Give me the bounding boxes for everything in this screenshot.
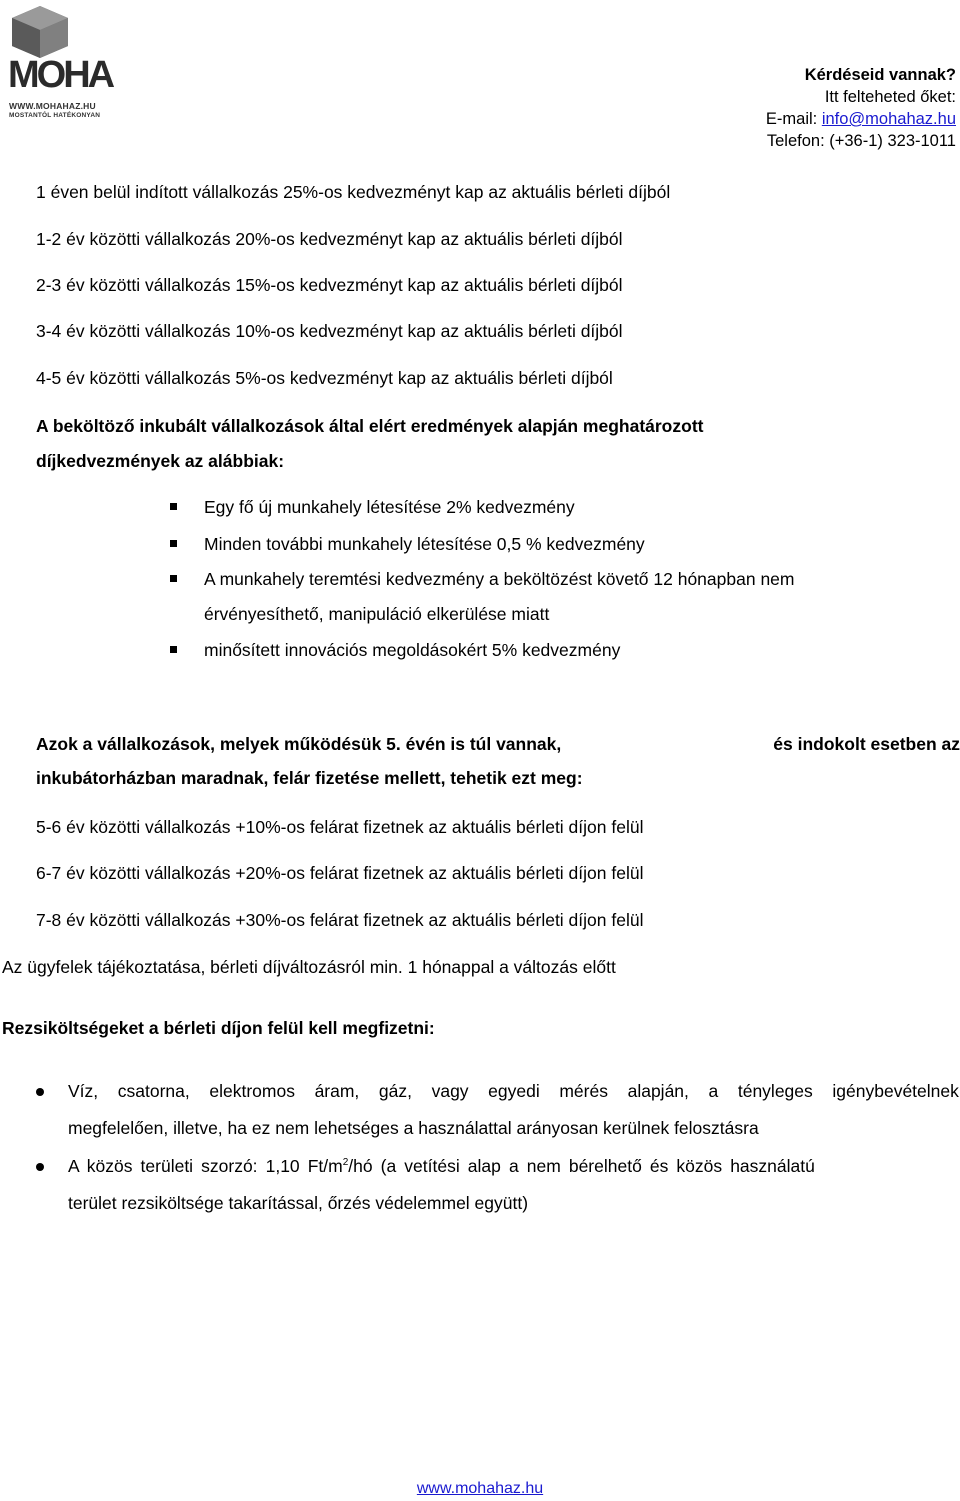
round-bullet-icon	[36, 1163, 44, 1171]
discount-line: 1 éven belül indított vállalkozás 25%-os kedvezményt kap az aktuális bérleti díjból	[36, 182, 671, 202]
incubated-heading-line2: díjkedvezmények az alábbiak:	[36, 451, 285, 471]
logo-wordmark: MOHA	[8, 54, 113, 96]
utility-item2-text-b: /hó (a vetítési alap a nem bérelhető és közös használatú	[348, 1156, 815, 1176]
footer	[0, 1480, 960, 1498]
utility-word: mérés	[559, 1081, 608, 1101]
contact-block	[766, 64, 956, 152]
utility-item2-text-a: A közös területi szorzó: 1,10 Ft/m	[68, 1156, 343, 1176]
utility-item2-superscript: 2	[342, 1157, 349, 1169]
incubated-item-continuation: érvényesíthető, manipuláció elkerülése miatt	[204, 604, 550, 624]
surcharge-heading-right: és indokolt esetben az	[773, 734, 960, 754]
email-link[interactable]: info@mohahaz.hu	[821, 110, 956, 128]
incubated-item: A munkahely teremtési kedvezmény a beköltözést követő 12 hónapban nem	[204, 569, 795, 589]
logo-tagline: MOSTANTÓL HATÉKONYAN	[9, 112, 101, 119]
utilities-heading: Rezsiköltségeket a bérleti díjon felül kell megfizetni:	[2, 1018, 435, 1038]
square-bullet-icon	[170, 575, 177, 582]
utility-word: igénybevételnek	[832, 1081, 959, 1101]
utility-word: tényleges	[737, 1081, 813, 1101]
utility-word: elektromos	[209, 1081, 295, 1101]
discount-line: 3-4 év közötti vállalkozás 10%-os kedvezményt kap az aktuális bérleti díjból	[36, 321, 623, 341]
contact-email-row	[766, 108, 956, 130]
utility-word: áram,	[314, 1081, 360, 1101]
surcharge-heading-left: Azok a vállalkozások, melyek működésük 5. évén is túl vannak,	[36, 734, 562, 754]
utility-item-line1	[68, 1081, 959, 1102]
square-bullet-icon	[170, 540, 177, 547]
surcharge-line: 7-8 év közötti vállalkozás +30%-os felárat fizetnek az aktuális bérleti díjon felül	[36, 910, 644, 930]
utility-word: Víz,	[68, 1081, 99, 1101]
discount-line: 4-5 év közötti vállalkozás 5%-os kedvezményt kap az aktuális bérleti díjból	[36, 368, 613, 388]
moha-logo	[6, 4, 118, 122]
hexagon-logo-icon	[6, 4, 74, 60]
discount-line: 1-2 év közötti vállalkozás 20%-os kedvezményt kap az aktuális bérleti díjból	[36, 229, 623, 249]
contact-phone: Telefon: (+36-1) 323-1011	[766, 132, 956, 150]
surcharge-heading-line1	[36, 734, 960, 755]
square-bullet-icon	[170, 503, 177, 510]
incubated-heading-line1: A beköltöző inkubált vállalkozások által elért eredmények alapján meghatározott	[36, 416, 704, 436]
logo-url: WWW.MOHAHAZ.HU	[9, 101, 96, 111]
surcharge-line: 5-6 év közötti vállalkozás +10%-os felárat fizetnek az aktuális bérleti díjon felül	[36, 817, 644, 837]
utility-word: egyedi	[488, 1081, 540, 1101]
footer-url-link[interactable]: www.mohahaz.hu	[416, 1480, 544, 1497]
square-bullet-icon	[170, 646, 177, 653]
round-bullet-icon	[36, 1088, 44, 1096]
contact-question: Kérdéseid vannak?	[804, 66, 956, 84]
utility-item-line2: megfelelően, illetve, ha ez nem lehetséges a használattal arányosan kerülnek felosztásra	[68, 1118, 759, 1138]
incubated-item: Egy fő új munkahely létesítése 2% kedvezmény	[204, 497, 575, 517]
notice-text: Az ügyfelek tájékoztatása, bérleti díjváltozásról min. 1 hónappal a változás előtt	[2, 957, 616, 977]
utility-word: csatorna,	[117, 1081, 190, 1101]
discount-line: 2-3 év közötti vállalkozás 15%-os kedvezményt kap az aktuális bérleti díjból	[36, 275, 623, 295]
utility-word: vagy	[431, 1081, 469, 1101]
utility-word: gáz,	[378, 1081, 412, 1101]
email-label: E-mail:	[765, 110, 822, 128]
incubated-item: Minden további munkahely létesítése 0,5 % kedvezmény	[204, 534, 645, 554]
utility-item2-line2: terület rezsiköltsége takarítással, őrzés védelemmel együtt)	[68, 1193, 529, 1213]
contact-prompt: Itt felteheted őket:	[824, 88, 956, 106]
utility-word: alapján,	[627, 1081, 689, 1101]
utility-word: a	[708, 1081, 719, 1101]
surcharge-heading-line2: inkubátorházban maradnak, felár fizetése mellett, tehetik ezt meg:	[36, 768, 583, 788]
incubated-item: minősített innovációs megoldásokért 5% kedvezmény	[204, 640, 621, 660]
surcharge-line: 6-7 év közötti vállalkozás +20%-os felárat fizetnek az aktuális bérleti díjon felül	[36, 863, 644, 883]
utility-item2-line1	[68, 1156, 959, 1177]
